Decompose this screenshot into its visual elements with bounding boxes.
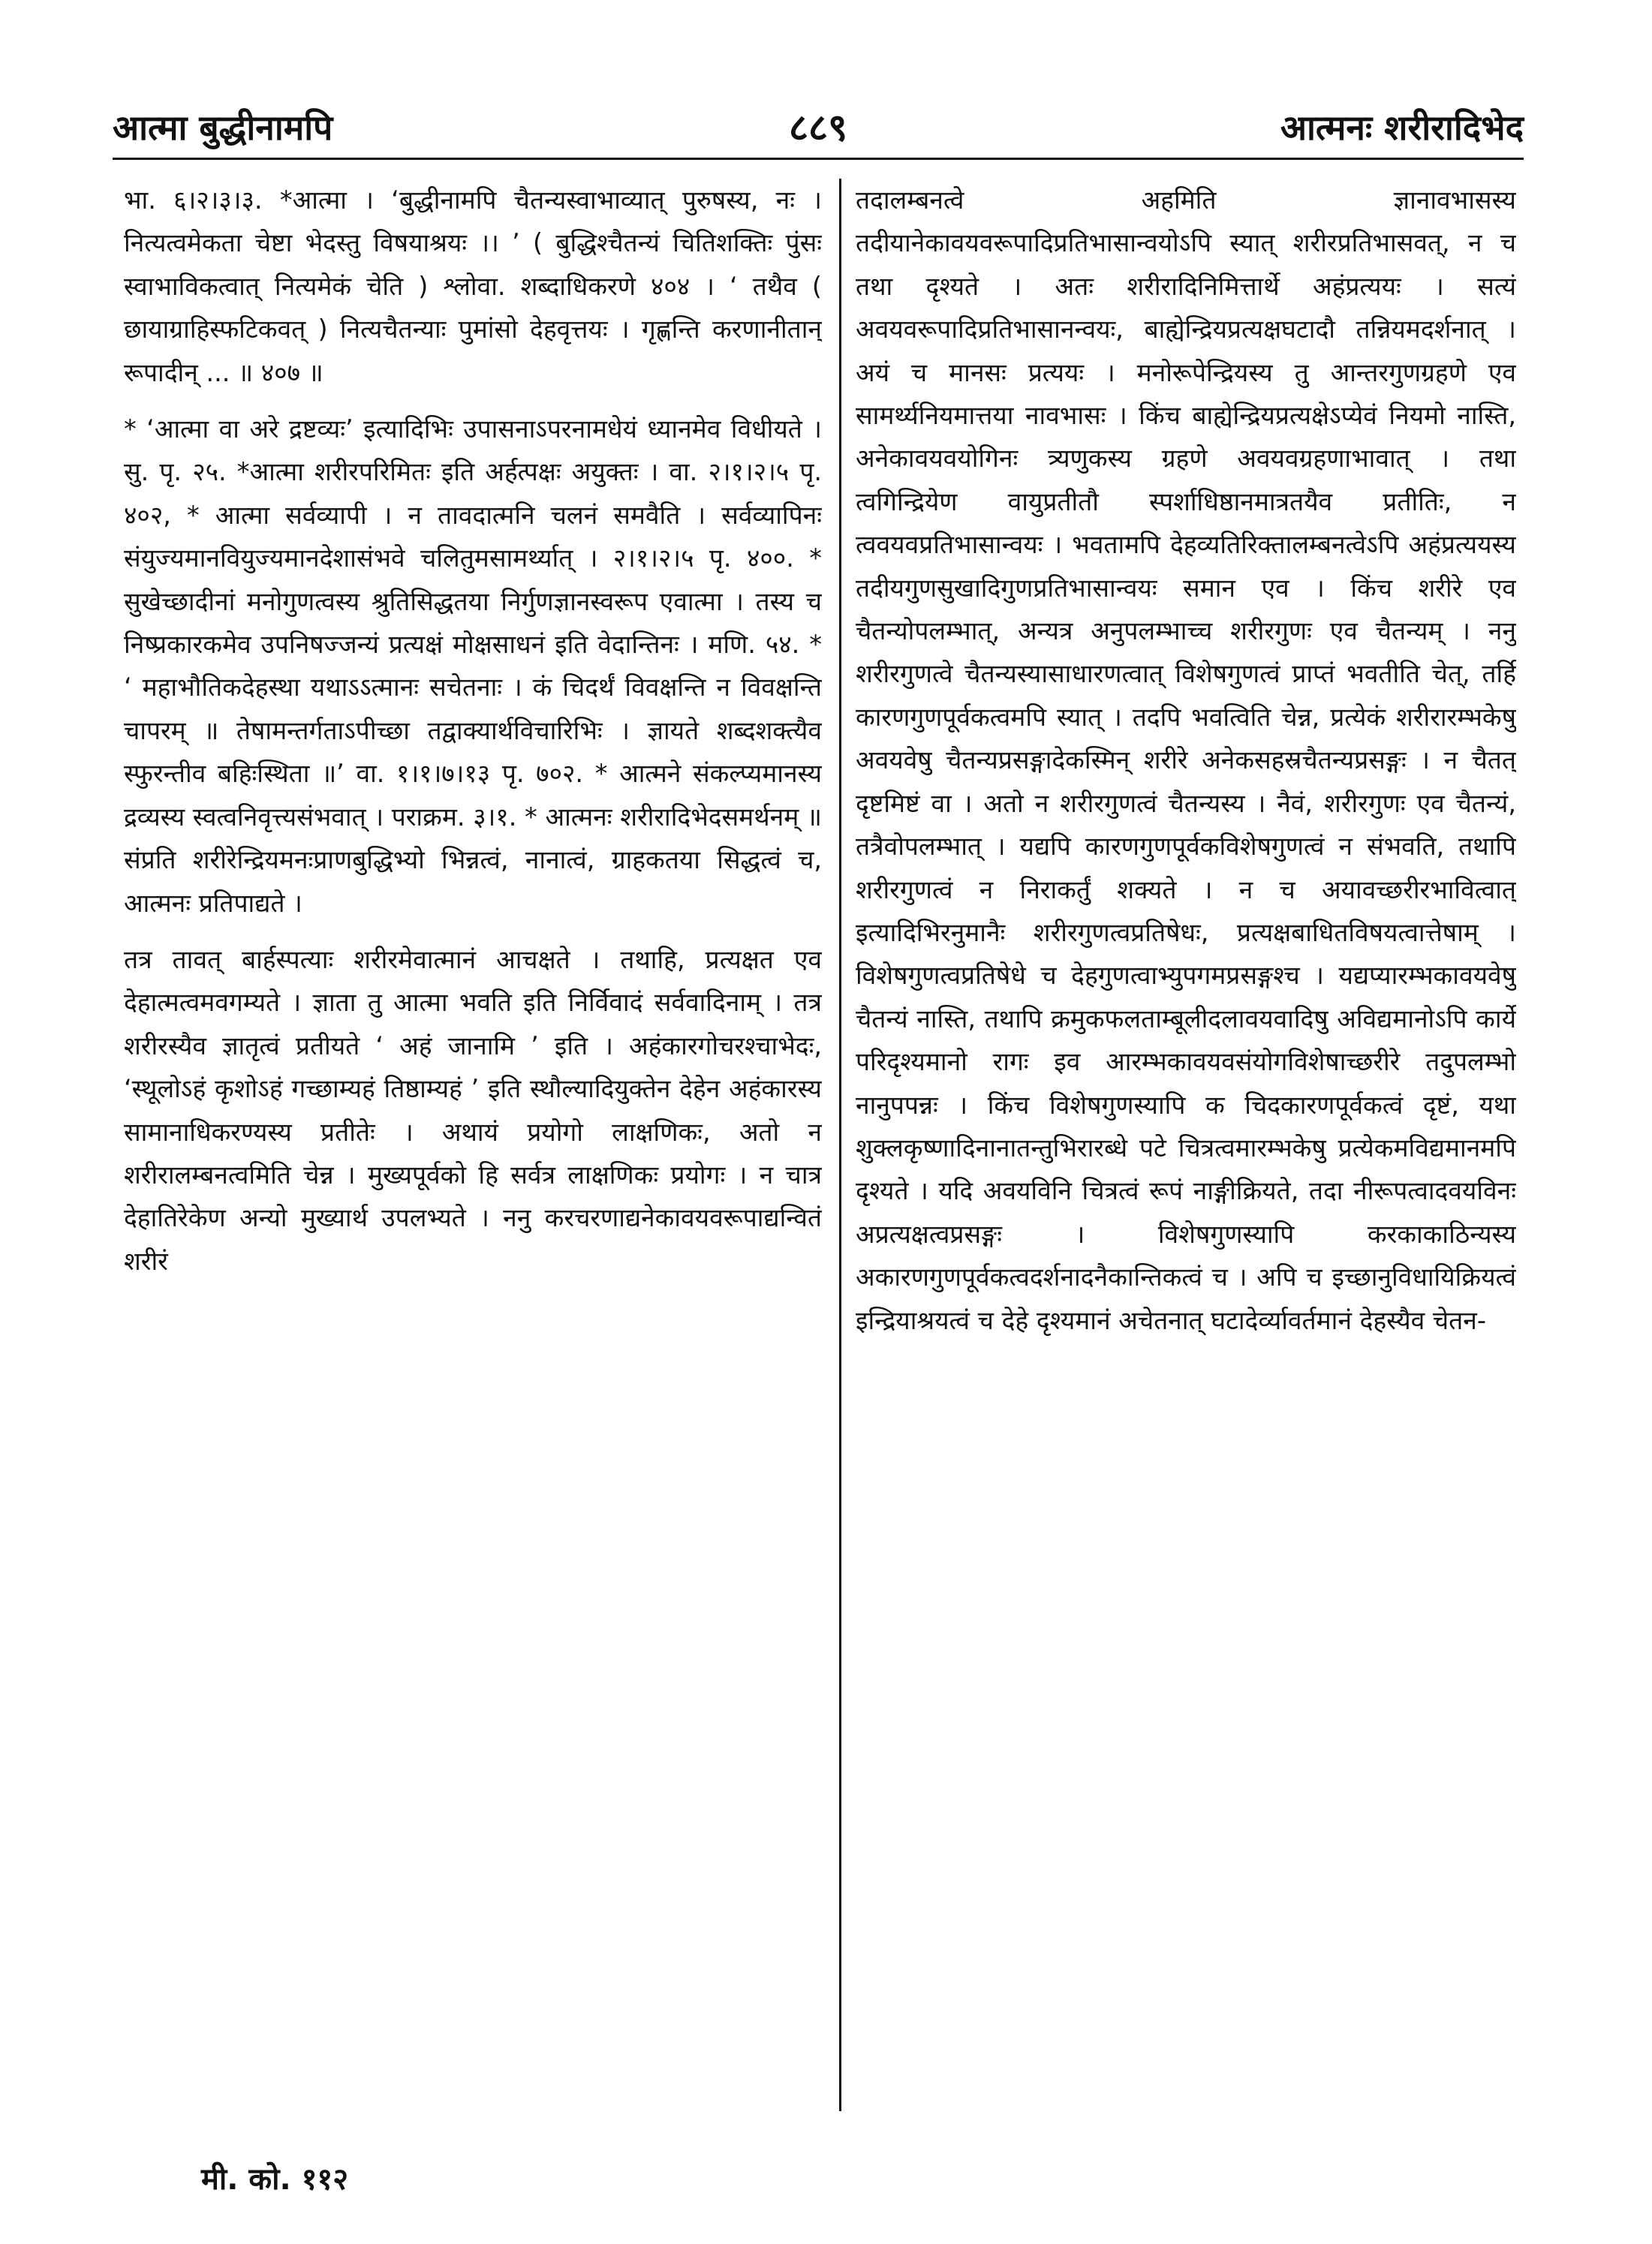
right-paragraph-1: तदालम्बनत्वे अहमिति ज्ञानावभासस्य तदीयानेकावयवरूपादिप्रतिभासान्वयोऽपि स्यात् शरीरप्रतिभासवत्, न च तथा दृश्यते । अतः शरीरादिनिमित्तार्थे अहंप्रत्ययः । सत्यं अवयवरूपादिप्रतिभासानन्वयः, बाह्येन्द्रियप्रत्यक्षघटादौ तन्नियमदर्शनात् । अयं च मानसः प्रत्ययः । मनोरूपेन्द्रियस्य तु आन्तरगुणग्रहणे एव सामर्थ्यनियमात्तया नावभासः । किंच बाह्येन्द्रियप्रत्यक्षेऽप्येवं नियमो नास्ति, अनेकावयवयोगिनः त्र्यणुकस्य ग्रहणे अवयवग्रहणाभावात् । तथा त्वगिन्द्रियेण वायुप्रतीतौ स्पर्शाधिष्ठानमात्रतयैव प्रतीतिः, न त्ववयवप्रतिभासान्वयः । भवतामपि देहव्यतिरिक्तालम्बनत्वेऽपि अहंप्रत्ययस्य तदीयगुणसुखादिगुणप्रतिभासान्वयः समान एव । किंच शरीरे एव चैतन्योपलम्भात्, अन्यत्र अनुपलम्भाच्च शरीरगुणः एव चैतन्यम् । ननु शरीरगुणत्वे चैतन्यस्यासाधारणत्वात् विशेषगुणत्वं प्राप्तं भवतीति चेत्, तर्हि कारणगुणपूर्वकत्वमपि स्यात् । तदपि भवत्विति चेन्न, प्रत्येकं शरीरारम्भकेषु अवयवेषु चैतन्यप्रसङ्गादेकस्मिन् शरीरे अनेकसहस्रचैतन्यप्रसङ्गः । न चैतत् दृष्टमिष्टं वा । अतो न शरीरगुणत्वं चैतन्यस्य । नैवं, शरीरगुणः एव चैतन्यं, तत्रैवोपलम्भात् । यद्यपि कारणगुणपूर्वकविशेषगुणत्वं न संभवति, तथापि शरीरगुणत्वं न निराकर्तुं शक्यते । न च अयावच्छरीरभावित्वात् इत्यादिभिरनुमानैः शरीरगुणत्वप्रतिषेधः, प्रत्यक्षबाधितविषयत्वात्तेषाम् । विशेषगुणत्वप्रतिषेधे च देहगुणत्वाभ्युपगमप्रसङ्गश्च । यद्यप्यारम्भकावयवेषु चैतन्यं नास्ति, तथापि क्रमुकफलताम्बूलीदलावयवादिषु अविद्यमानोऽपि कार्ये परिदृश्यमानो रागः इव आरम्भकावयवसंयोगविशेषाच्छरीरे तदुपलम्भो नानुपपन्नः । किंच विशेषगुणस्यापि क चिदकारणपूर्वकत्वं दृष्टं, यथा शुक्लकृष्णादिनानातन्तुभिरारब्धे पटे चित्रत्वमारम्भकेषु प्रत्येकमविद्यमानमपि दृश्यते । यदि अवयविनि चित्रत्वं रूपं नाङ्गीक्रियते, तदा नीरूपत्वादवयविनः अप्रत्यक्षत्वप्रसङ्गः । विशेषगुणस्यापि करकाकाठिन्यस्य अकारणगुणपूर्वकत्वदर्शनादनैकान्तिकत्वं च । अपि च इच्छानुविधायिक्रियत्वं इन्द्रियाश्रयत्वं च देहे दृश्यमानं अचेतनात् घटादेर्व्यावर्तमानं देहस्यैव चेतन- bbox=[856, 185, 1516, 1335]
right-column bbox=[856, 179, 1516, 2115]
header-rule bbox=[113, 158, 1524, 160]
header-left-title: आत्मा बुद्धीनामपि bbox=[113, 107, 333, 148]
header-right-title: आत्मनः शरीरादिभेद bbox=[1280, 107, 1524, 148]
signature-mark: मी. को. ११२ bbox=[201, 2162, 349, 2197]
left-paragraph-3: तत्र तावत् बार्हस्पत्याः शरीरमेवात्मानं आचक्षते । तथाहि, प्रत्यक्षत एव देहात्मत्वमवगम्यते । ज्ञाता तु आत्मा भवति इति निर्विवादं सर्ववादिनाम् । तत्र शरीरस्यैव ज्ञातृत्वं प्रतीयते ‘ अहं जानामि ’ इति । अहंकारगोचरश्चाभेदः, ‘स्थूलोऽहं कृशोऽहं गच्छाम्यहं तिष्ठाम्यहं ’ इति स्थौल्यादियुक्तेन देहेन अहंकारस्य सामानाधिकरण्यस्य प्रतीतेः । अथायं प्रयोगो लाक्षणिकः, अतो न शरीरालम्बनत्वमिति चेन्न । मुख्यपूर्वको हि सर्वत्र लाक्षणिकः प्रयोगः । न चात्र देहातिरेकेण अन्यो मुख्यार्थ उपलभ्यते । ननु करचरणाद्यनेकावयवरूपाद्यन्वितं शरीरं bbox=[124, 944, 822, 1276]
left-paragraph-1: भा. ६।२।३।३. *आत्मा । ‘बुद्धीनामपि चैतन्यस्वाभाव्यात् पुरुषस्य, नः । नित्यत्वमेकता चेष्टा भेदस्तु विषयाश्रयः ।। ’ ( बुद्धिश्चैतन्यं चितिशक्तिः पुंसः स्वाभाविकत्वात् नित्यमेकं चेति ) श्लोवा. शब्दाधिकरणे ४०४ । ‘ तथैव ( छायाग्राहिस्फटिकवत् ) नित्यचैतन्याः पुमांसो देहवृत्तयः । गृह्णन्ति करणानीतान् रूपादीन् ... ॥ ४०७ ॥ bbox=[124, 185, 822, 387]
column-divider bbox=[839, 179, 841, 2111]
page-number: ८८९ bbox=[789, 106, 847, 149]
left-paragraph-2: * ‘आत्मा वा अरे द्रष्टव्यः’ इत्यादिभिः उपासनाऽपरनामधेयं ध्यानमेव विधीयते । सु. पृ. २५. *आत्मा शरीरपरिमितः इति अर्हत्पक्षः अयुक्तः । वा. २।१।२।५ पृ. ४०२, * आत्मा सर्वव्यापी । न तावदात्मनि चलनं समवैति । सर्वव्यापिनः संयुज्यमानवियुज्यमानदेशासंभवे चलितुमसामर्थ्यात् । २।१।२।५ पृ. ४००. * सुखेच्छादीनां मनोगुणत्वस्य श्रुतिसिद्धतया निर्गुणज्ञानस्वरूप एवात्मा । तस्य च निष्प्रकारकमेव उपनिषज्जन्यं प्रत्यक्षं मोक्षसाधनं इति वेदान्तिनः । मणि. ५४. * ‘ महाभौतिकदेहस्था यथाऽऽत्मानः सचेतनाः । कं चिदर्थं विवक्षन्ति न विवक्षन्ति चापरम् ॥ तेषामन्तर्गताऽपीच्छा तद्वाक्यार्थविचारिभिः । ज्ञायते शब्दशक्त्यैव स्फुरन्तीव बहिःस्थिता ॥’ वा. १।१।७।१३ पृ. ७०२. * आत्मने संकल्प्यमानस्य द्रव्यस्य स्वत्वनिवृत्त्यसंभवात् । पराक्रम. ३।१. * आत्मनः शरीरादिभेदसमर्थनम् ॥ संप्रति शरीरेन्द्रियमनःप्राणबुद्धिभ्यो भिन्नत्वं, नानात्वं, ग्राहकतया सिद्धत्वं च, आत्मनः प्रतिपाद्यते । bbox=[124, 414, 822, 918]
running-header bbox=[113, 90, 1524, 150]
left-column bbox=[124, 179, 822, 2115]
